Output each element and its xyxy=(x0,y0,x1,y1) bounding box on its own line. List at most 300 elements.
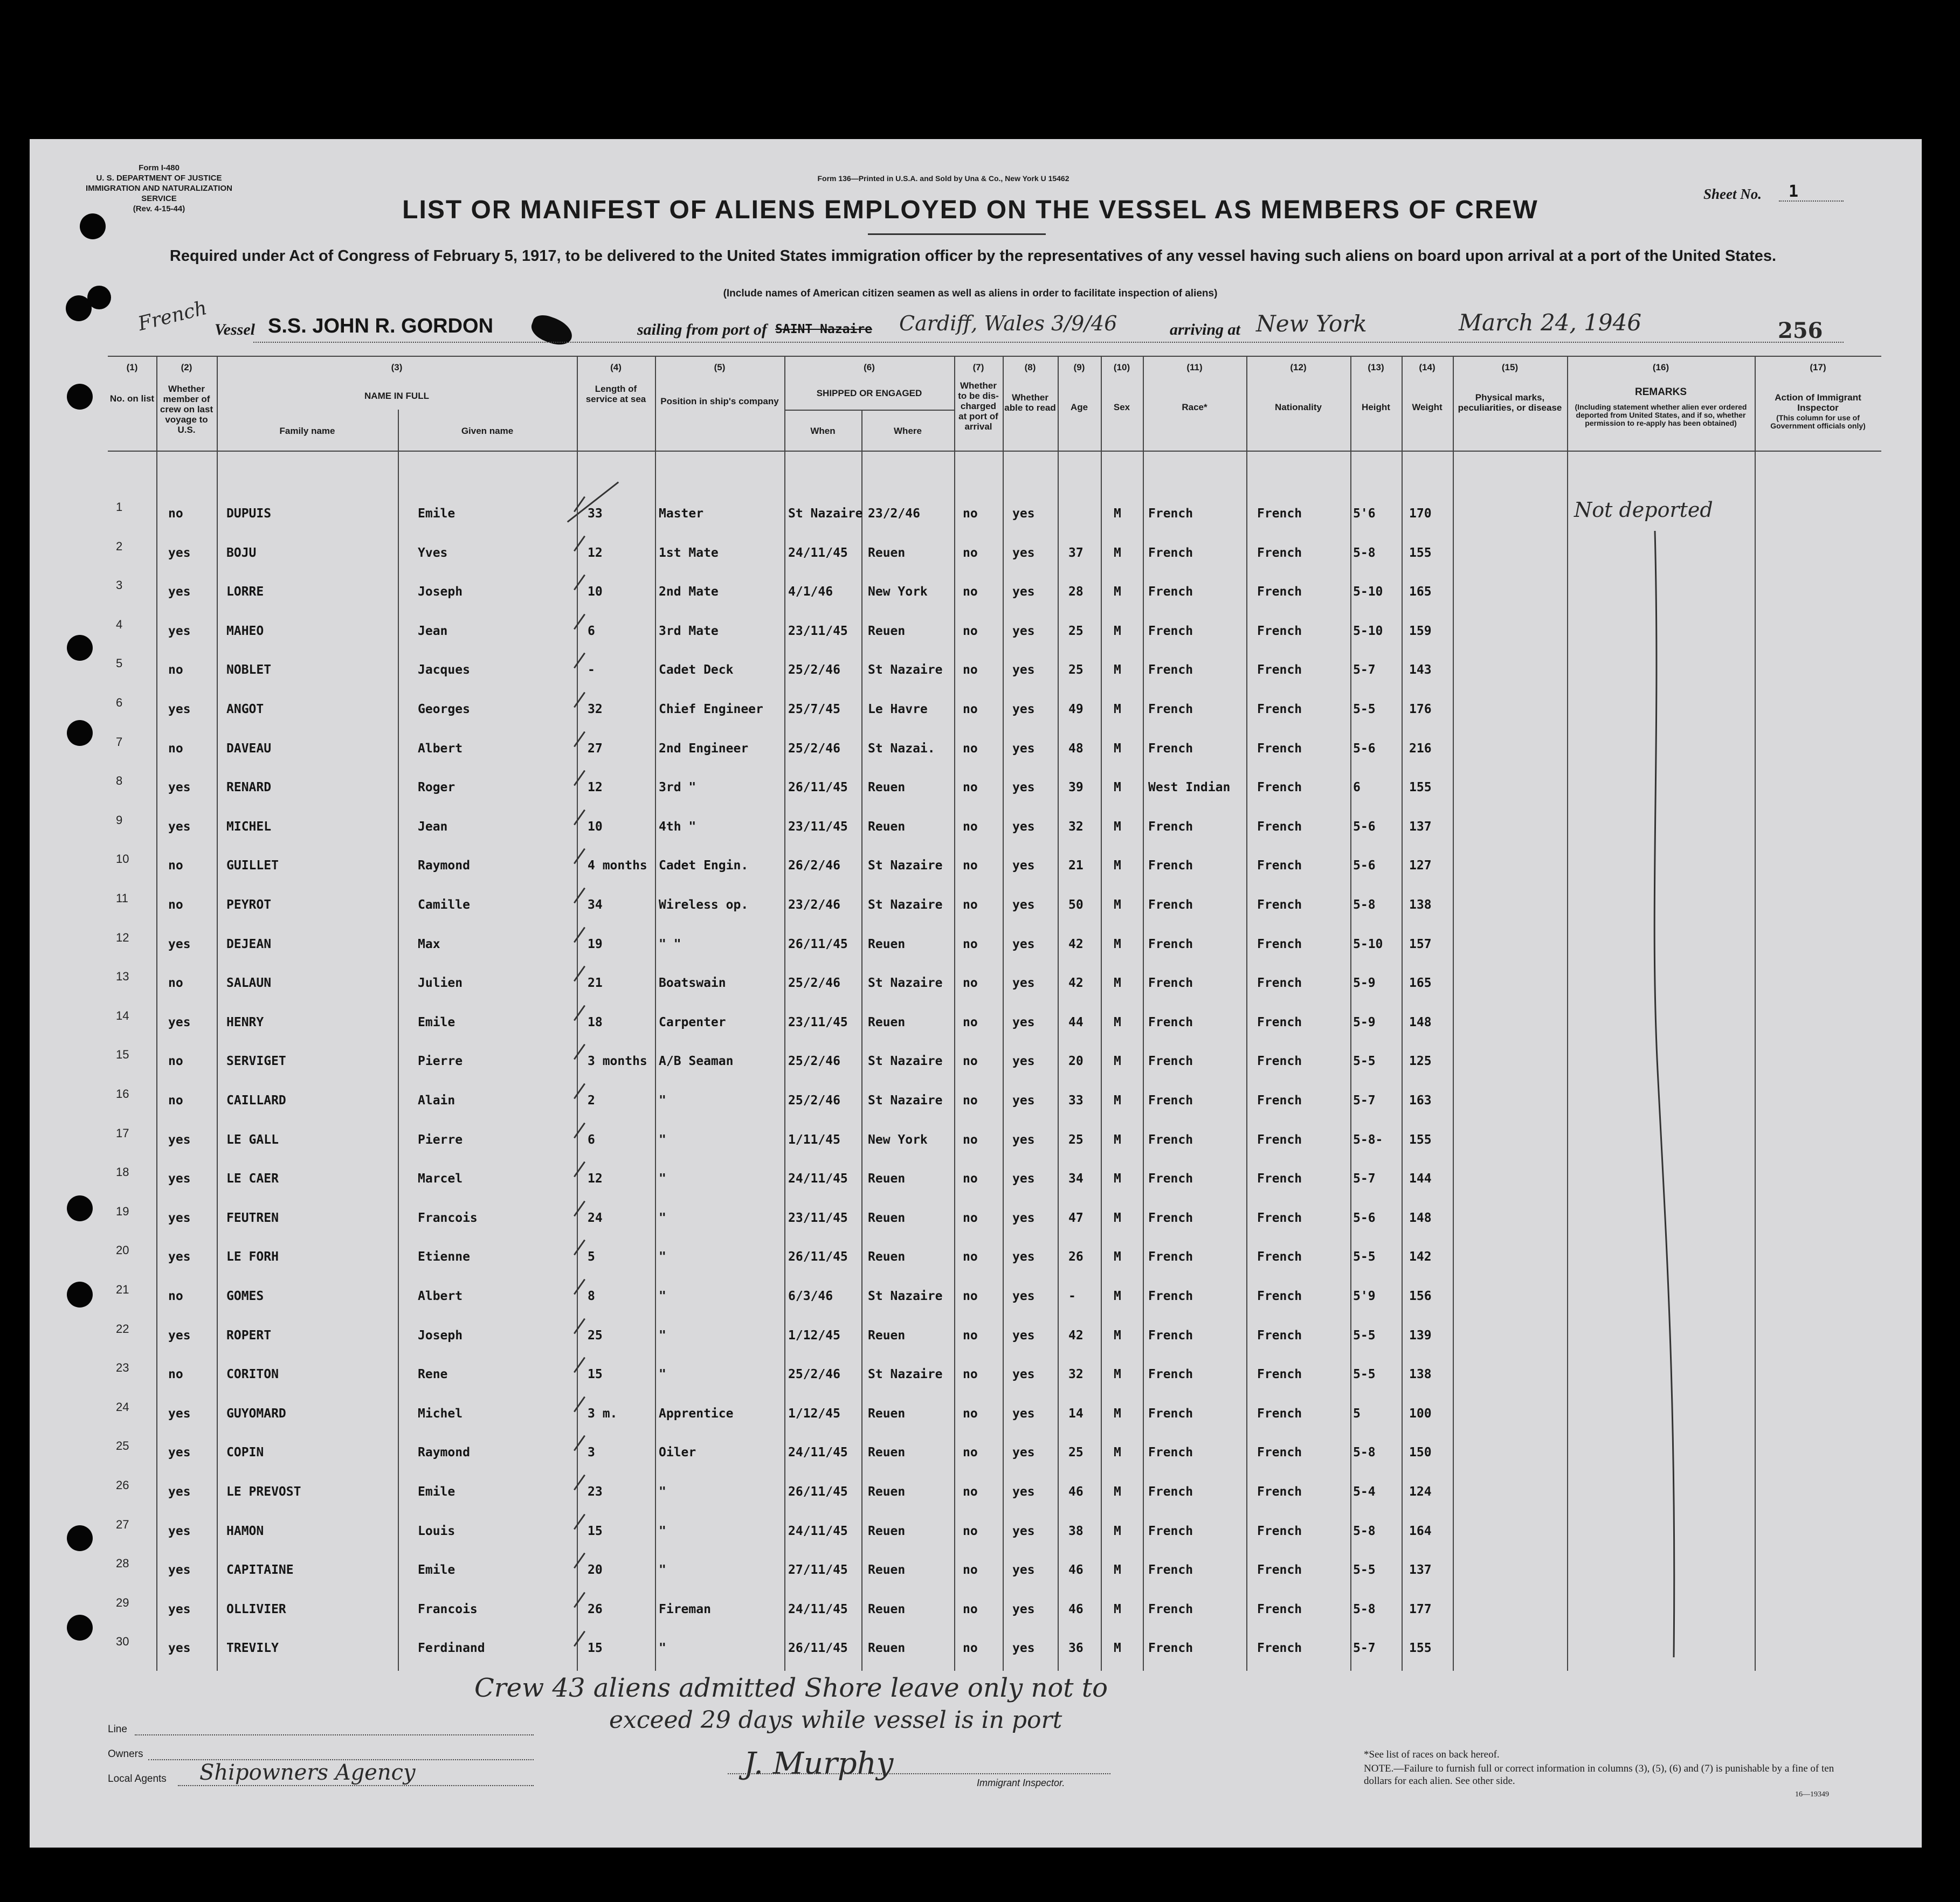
weight: 159 xyxy=(1409,624,1432,638)
table-row xyxy=(0,930,1881,959)
position: " " xyxy=(659,937,681,951)
able-to-read: yes xyxy=(1012,1015,1035,1029)
c6-where-label: Where xyxy=(894,426,922,436)
penalty-note: NOTE.—Failure to furnish full or correct information in columns (3), (5), (6) and (7) is punishable by a fine of ten dollars for each alien. See other side. xyxy=(1364,1763,1834,1787)
form-code: 16—19349 xyxy=(1795,1790,1829,1799)
line-label: Line xyxy=(108,1724,127,1735)
c14-label: Weight xyxy=(1412,402,1443,412)
nationality: French xyxy=(1257,898,1302,912)
position: Wireless op. xyxy=(659,898,749,912)
service-length: 15 xyxy=(588,1524,603,1538)
position: Fireman xyxy=(659,1602,711,1616)
weight: 163 xyxy=(1409,1094,1432,1108)
shipped-when: 24/11/45 xyxy=(788,1445,848,1460)
table-row xyxy=(0,1557,1881,1585)
sex: M xyxy=(1114,1211,1121,1225)
race: French xyxy=(1148,976,1193,991)
position: Cadet Engin. xyxy=(659,859,749,873)
height: 5-8- xyxy=(1353,1132,1383,1147)
family-name: GUILLET xyxy=(226,859,279,873)
table-top-rule xyxy=(108,356,1881,357)
service-length: 21 xyxy=(588,976,603,991)
c2-label: Whether member of crew on last voyage to U.S. xyxy=(160,384,213,435)
sailing-label: sailing from port of xyxy=(637,321,767,338)
discharge: no xyxy=(963,937,978,951)
prev-voyage: yes xyxy=(168,545,191,560)
given-name: Michel xyxy=(418,1406,463,1421)
service-length: 33 xyxy=(588,507,603,521)
prev-voyage: yes xyxy=(168,1406,191,1421)
prev-voyage: yes xyxy=(168,1524,191,1538)
discharge: no xyxy=(963,780,978,795)
prev-voyage: no xyxy=(168,663,183,677)
races-note: *See list of races on back hereof. xyxy=(1364,1749,1500,1760)
weight: 139 xyxy=(1409,1328,1432,1343)
arriving-label: arriving at xyxy=(1170,321,1240,338)
shipped-where: Reuen xyxy=(868,780,906,795)
c11-label: Race* xyxy=(1182,402,1207,412)
shipped-when: 26/11/45 xyxy=(788,937,848,951)
age: 42 xyxy=(1068,976,1083,991)
title-underline xyxy=(868,233,1046,235)
race: French xyxy=(1148,1328,1193,1343)
sex: M xyxy=(1114,1172,1121,1186)
height: 5-10 xyxy=(1353,624,1383,638)
service-length: 25 xyxy=(588,1328,603,1343)
weight: 144 xyxy=(1409,1172,1432,1186)
nationality: French xyxy=(1257,1132,1302,1147)
signature-dots xyxy=(728,1773,1110,1774)
race: French xyxy=(1148,1641,1193,1656)
c17-sub-label: (This column for use of Government officials only) xyxy=(1770,413,1866,430)
race: French xyxy=(1148,1563,1193,1578)
height: 6 xyxy=(1353,780,1361,795)
able-to-read: yes xyxy=(1012,1094,1035,1108)
nationality: French xyxy=(1257,741,1302,756)
height: 5-4 xyxy=(1353,1485,1376,1499)
weight: 165 xyxy=(1409,585,1432,599)
row-number: 9 xyxy=(116,813,123,827)
height: 5-7 xyxy=(1353,1641,1376,1656)
race: French xyxy=(1148,1602,1193,1616)
shipped-when: 24/11/45 xyxy=(788,1172,848,1186)
weight: 157 xyxy=(1409,937,1432,951)
row-number: 7 xyxy=(116,735,123,749)
able-to-read: yes xyxy=(1012,780,1035,795)
row-number: 13 xyxy=(116,970,129,984)
age: 36 xyxy=(1068,1641,1083,1656)
service-length: 20 xyxy=(588,1563,603,1578)
c10-label: Sex xyxy=(1113,402,1130,412)
service-length: 32 xyxy=(588,702,603,716)
family-name: DUPUIS xyxy=(226,507,272,521)
service-length: 24 xyxy=(588,1211,603,1225)
printer-line: Form 136—Printed in U.S.A. and Sold by Una & Co., New York U 15462 xyxy=(817,174,1069,183)
sex: M xyxy=(1114,1132,1121,1147)
given-name: Raymond xyxy=(418,1445,470,1460)
able-to-read: yes xyxy=(1012,1563,1035,1578)
row-number: 24 xyxy=(116,1400,129,1414)
sex: M xyxy=(1114,976,1121,991)
table-row xyxy=(0,735,1881,763)
shipped-when: 27/11/45 xyxy=(788,1563,848,1578)
vessel-name: S.S. JOHN R. GORDON xyxy=(268,315,494,337)
height: 5-5 xyxy=(1353,1054,1376,1069)
service-length: 12 xyxy=(588,1172,603,1186)
position: Oiler xyxy=(659,1445,696,1460)
age: 26 xyxy=(1068,1250,1083,1264)
prev-voyage: no xyxy=(168,1367,183,1382)
family-name: MICHEL xyxy=(226,819,272,834)
shipped-when: 26/2/46 xyxy=(788,859,840,873)
age: 48 xyxy=(1068,741,1083,756)
nationality: French xyxy=(1257,1563,1302,1578)
row-number: 15 xyxy=(116,1048,129,1062)
column-number: (4) xyxy=(610,362,622,372)
able-to-read: yes xyxy=(1012,702,1035,716)
row-number: 14 xyxy=(116,1008,129,1022)
c6-when-label: When xyxy=(810,426,836,436)
weight: 143 xyxy=(1409,663,1432,677)
shipped-when: 6/3/46 xyxy=(788,1289,833,1303)
shipped-when: 1/12/45 xyxy=(788,1406,840,1421)
shipped-where: Reuen xyxy=(868,1524,906,1538)
given-name: Emile xyxy=(418,1015,456,1029)
service-length: 23 xyxy=(588,1485,603,1499)
race: French xyxy=(1148,1445,1193,1460)
age: 44 xyxy=(1068,1015,1083,1029)
race: French xyxy=(1148,741,1193,756)
punch-hole xyxy=(87,286,111,309)
height: 5-6 xyxy=(1353,1211,1376,1225)
discharge: no xyxy=(963,1367,978,1382)
discharge: no xyxy=(963,702,978,716)
shipped-where: Reuen xyxy=(868,1406,906,1421)
column-number: (1) xyxy=(126,362,138,372)
nationality: French xyxy=(1257,1602,1302,1616)
discharge: no xyxy=(963,1094,978,1108)
position: 1st Mate xyxy=(659,545,719,560)
position: 2nd Mate xyxy=(659,585,719,599)
service-length: 34 xyxy=(588,898,603,912)
weight: 124 xyxy=(1409,1485,1432,1499)
column-number: (3) xyxy=(391,362,403,372)
race: French xyxy=(1148,624,1193,638)
family-name: DAVEAU xyxy=(226,741,272,756)
row-number: 10 xyxy=(116,852,129,866)
shipped-when: 23/11/45 xyxy=(788,819,848,834)
race: French xyxy=(1148,1289,1193,1303)
column-number: (7) xyxy=(972,362,984,372)
discharge: no xyxy=(963,1289,978,1303)
prev-voyage: no xyxy=(168,976,183,991)
nationality: French xyxy=(1257,1445,1302,1460)
position: 3rd Mate xyxy=(659,624,719,638)
page-number: 256 xyxy=(1778,318,1823,343)
given-name: Emile xyxy=(418,507,456,521)
service-length: - xyxy=(588,663,595,677)
arriving-port: New York xyxy=(1256,310,1367,337)
able-to-read: yes xyxy=(1012,624,1035,638)
race: French xyxy=(1148,1054,1193,1069)
age: 39 xyxy=(1068,780,1083,795)
shipped-when: 25/2/46 xyxy=(788,741,840,756)
age: 33 xyxy=(1068,1094,1083,1108)
age: 46 xyxy=(1068,1563,1083,1578)
weight: 150 xyxy=(1409,1445,1432,1460)
shipped-where: Reuen xyxy=(868,1485,906,1499)
family-name: SERVIGET xyxy=(226,1054,286,1069)
prev-voyage: yes xyxy=(168,585,191,599)
row-number: 19 xyxy=(116,1204,129,1218)
table-row xyxy=(0,1204,1881,1233)
height: 5-8 xyxy=(1353,1602,1376,1616)
discharge: no xyxy=(963,624,978,638)
height: 5-8 xyxy=(1353,1524,1376,1538)
race: French xyxy=(1148,663,1193,677)
height: 5-6 xyxy=(1353,741,1376,756)
height: 5'6 xyxy=(1353,507,1376,521)
age: 50 xyxy=(1068,898,1083,912)
given-name: Raymond xyxy=(418,859,470,873)
given-name: Francois xyxy=(418,1211,478,1225)
row-number: 8 xyxy=(116,774,123,788)
table-row xyxy=(0,1048,1881,1076)
sex: M xyxy=(1114,1406,1121,1421)
ditto-line xyxy=(1644,531,1682,1663)
shipped-where: St Nazai. xyxy=(868,741,935,756)
table-row xyxy=(0,1595,1881,1624)
table-row xyxy=(0,1283,1881,1311)
sex: M xyxy=(1114,819,1121,834)
age: 46 xyxy=(1068,1485,1083,1499)
shipped-when: 25/2/46 xyxy=(788,1094,840,1108)
prev-voyage: no xyxy=(168,1094,183,1108)
able-to-read: yes xyxy=(1012,1328,1035,1343)
shipped-where: St Nazaire xyxy=(868,976,943,991)
given-name: Jacques xyxy=(418,663,470,677)
row-number: 18 xyxy=(116,1165,129,1179)
nationality: French xyxy=(1257,545,1302,560)
nationality: French xyxy=(1257,624,1302,638)
service-length: 3 months xyxy=(588,1054,647,1069)
weight: 137 xyxy=(1409,1563,1432,1578)
race: French xyxy=(1148,937,1193,951)
shipped-when: 24/11/45 xyxy=(788,545,848,560)
discharge: no xyxy=(963,1328,978,1343)
table-row xyxy=(0,1635,1881,1663)
sex: M xyxy=(1114,898,1121,912)
table-row xyxy=(0,617,1881,646)
prev-voyage: no xyxy=(168,859,183,873)
nationality: French xyxy=(1257,1524,1302,1538)
height: 5-9 xyxy=(1353,1015,1376,1029)
c16-sub-label: (Including statement whether alien ever ordered deported from United States, and if so, whether permission to re-apply has been obtained) xyxy=(1575,403,1747,427)
nationality: French xyxy=(1257,1328,1302,1343)
c17-label: Action of Immigrant Inspector xyxy=(1775,392,1861,413)
shipped-where: St Nazaire xyxy=(868,1094,943,1108)
row-number: 3 xyxy=(116,578,123,592)
height: 5-5 xyxy=(1353,1250,1376,1264)
family-name: HAMON xyxy=(226,1524,264,1538)
race: French xyxy=(1148,545,1193,560)
owners-label: Owners xyxy=(108,1748,143,1760)
nationality: French xyxy=(1257,702,1302,716)
column-number: (11) xyxy=(1186,362,1203,372)
prev-voyage: yes xyxy=(168,1015,191,1029)
row-number: 22 xyxy=(116,1322,129,1336)
column-number: (10) xyxy=(1113,362,1130,372)
shipped-when: 25/7/45 xyxy=(788,702,840,716)
c3-family-label: Family name xyxy=(279,426,335,436)
position: Master xyxy=(659,507,704,521)
discharge: no xyxy=(963,976,978,991)
shipped-where: Reuen xyxy=(868,1172,906,1186)
discharge: no xyxy=(963,898,978,912)
row-number: 20 xyxy=(116,1243,129,1257)
height: 5-5 xyxy=(1353,1367,1376,1382)
table-row xyxy=(0,1361,1881,1389)
race: French xyxy=(1148,1172,1193,1186)
service-length: 4 months xyxy=(588,859,647,873)
flag-handwritten: French xyxy=(135,296,210,336)
shipped-when: 23/11/45 xyxy=(788,1211,848,1225)
vessel-dots xyxy=(253,342,1844,343)
sex: M xyxy=(1114,545,1121,560)
column-number: (15) xyxy=(1501,362,1519,372)
column-number: (14) xyxy=(1419,362,1436,372)
service-length: 18 xyxy=(588,1015,603,1029)
weight: 176 xyxy=(1409,702,1432,716)
row-number: 25 xyxy=(116,1439,129,1453)
age: 32 xyxy=(1068,819,1083,834)
sex: M xyxy=(1114,702,1121,716)
family-name: RENARD xyxy=(226,780,272,795)
shipped-where: Reuen xyxy=(868,1250,906,1264)
able-to-read: yes xyxy=(1012,1602,1035,1616)
given-name: Emile xyxy=(418,1563,456,1578)
service-length: 10 xyxy=(588,585,603,599)
position: " xyxy=(659,1132,666,1147)
row-number: 11 xyxy=(116,891,128,905)
prev-voyage: yes xyxy=(168,1602,191,1616)
given-name: Georges xyxy=(418,702,470,716)
discharge: no xyxy=(963,1602,978,1616)
race: French xyxy=(1148,585,1193,599)
shipped-where: St Nazaire xyxy=(868,898,943,912)
age: 25 xyxy=(1068,1445,1083,1460)
shipped-when: 25/2/46 xyxy=(788,976,840,991)
given-name: Camille xyxy=(418,898,470,912)
table-row xyxy=(0,1165,1881,1193)
prev-voyage: yes xyxy=(168,780,191,795)
able-to-read: yes xyxy=(1012,741,1035,756)
sex: M xyxy=(1114,1602,1121,1616)
family-name: HENRY xyxy=(226,1015,264,1029)
admission-note-2: exceed 29 days while vessel is in port xyxy=(609,1706,1062,1734)
c9-label: Age xyxy=(1070,402,1088,412)
able-to-read: yes xyxy=(1012,937,1035,951)
nationality: French xyxy=(1257,1211,1302,1225)
prev-voyage: yes xyxy=(168,702,191,716)
discharge: no xyxy=(963,1406,978,1421)
height: 5-6 xyxy=(1353,819,1376,834)
shipped-where: Reuen xyxy=(868,819,906,834)
c6-label: SHIPPED OR ENGAGED xyxy=(816,388,922,398)
discharge: no xyxy=(963,1054,978,1069)
family-name: ANGOT xyxy=(226,702,264,716)
race: French xyxy=(1148,1524,1193,1538)
able-to-read: yes xyxy=(1012,1289,1035,1303)
given-name: Etienne xyxy=(418,1250,470,1264)
position: 2nd Engineer xyxy=(659,741,749,756)
family-name: CAPITAINE xyxy=(226,1563,294,1578)
position: " xyxy=(659,1563,666,1578)
position: " xyxy=(659,1524,666,1538)
shipped-when: 24/11/45 xyxy=(788,1602,848,1616)
department: U. S. DEPARTMENT OF JUSTICE xyxy=(96,174,222,183)
given-name: Roger xyxy=(418,780,456,795)
shipped-where: St Nazaire xyxy=(868,663,943,677)
race: French xyxy=(1148,1132,1193,1147)
shipped-where: Reuen xyxy=(868,1641,906,1656)
nationality: French xyxy=(1257,819,1302,834)
revision: (Rev. 4-15-44) xyxy=(133,204,185,213)
able-to-read: yes xyxy=(1012,1132,1035,1147)
weight: 155 xyxy=(1409,1132,1432,1147)
shipped-where: Reuen xyxy=(868,1445,906,1460)
sex: M xyxy=(1114,1485,1121,1499)
height: 5-6 xyxy=(1353,859,1376,873)
row-number: 26 xyxy=(116,1478,129,1492)
row-number: 12 xyxy=(116,930,129,944)
age: 21 xyxy=(1068,859,1083,873)
nationality: French xyxy=(1257,859,1302,873)
given-name: Joseph xyxy=(418,1328,463,1343)
age: 32 xyxy=(1068,1367,1083,1382)
form-number: Form I-480 xyxy=(139,163,180,172)
service-length: 27 xyxy=(588,741,603,756)
weight: 138 xyxy=(1409,1367,1432,1382)
table-row xyxy=(0,656,1881,684)
height: 5-7 xyxy=(1353,663,1376,677)
given-name: Emile xyxy=(418,1485,456,1499)
able-to-read: yes xyxy=(1012,1445,1035,1460)
prev-voyage: no xyxy=(168,898,183,912)
race: French xyxy=(1148,1094,1193,1108)
c7-label: Whether to be dis-charged at port of arrival xyxy=(958,381,999,432)
shipped-where: St Nazaire xyxy=(868,1289,943,1303)
shipped-when: 25/2/46 xyxy=(788,1367,840,1382)
age: 25 xyxy=(1068,663,1083,677)
sex: M xyxy=(1114,741,1121,756)
position: 4th " xyxy=(659,819,696,834)
prev-voyage: yes xyxy=(168,1641,191,1656)
given-name: Alain xyxy=(418,1094,456,1108)
family-name: ROPERT xyxy=(226,1328,272,1343)
family-name: DEJEAN xyxy=(226,937,272,951)
table-row xyxy=(0,539,1881,568)
table-row xyxy=(0,970,1881,998)
prev-voyage: yes xyxy=(168,1563,191,1578)
table-row xyxy=(0,1087,1881,1115)
shipped-where: St Nazaire xyxy=(868,1367,943,1382)
discharge: no xyxy=(963,1132,978,1147)
shipped-where: New York xyxy=(868,585,928,599)
column-number: (6) xyxy=(864,362,875,372)
given-name: Jean xyxy=(418,819,448,834)
vessel-label: Vessel xyxy=(215,321,255,338)
